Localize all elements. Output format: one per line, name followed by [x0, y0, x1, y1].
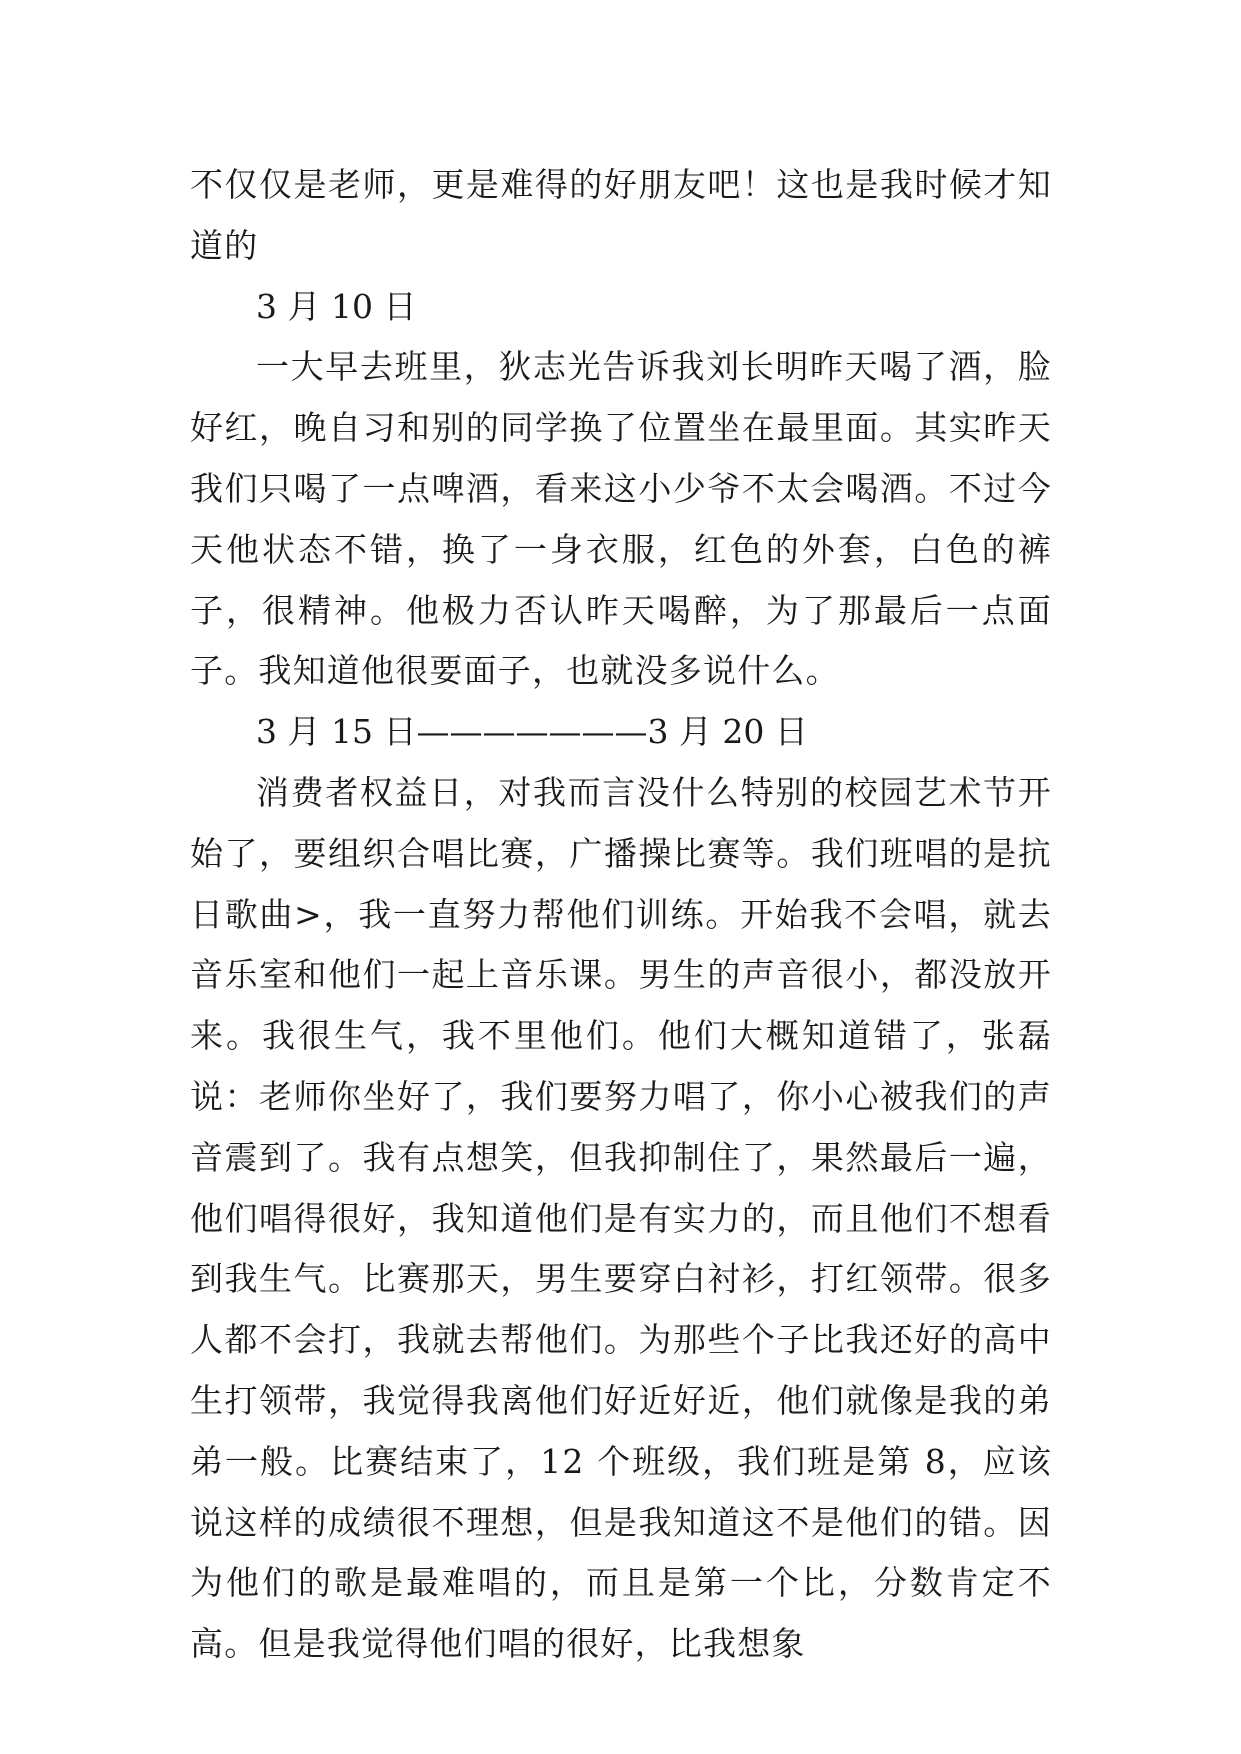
- paragraph-continuation: 不仅仅是老师，更是难得的好朋友吧！这也是我时候才知道的: [190, 165, 1052, 265]
- paragraph-mar-10: 一大早去班里，狄志光告诉我刘长明昨天喝了酒，脸好红，晚自习和别的同学换了位置坐在最里面。其实昨天我们只喝了一点啤酒，看来这小少爷不太会喝酒。不过今天他状态不错，换了一身衣服，红色的外套，白色的裤子，很精神。他极力否认昨天喝醉，为了那最后一点面子。我知道他很要面子，也就没多说什么。: [190, 347, 1052, 691]
- date-heading-mar-10: 3 月 10 日: [256, 286, 417, 326]
- document-body: [190, 155, 1052, 1675]
- paragraph-art-festival: 消费者权益日，对我而言没什么特别的校园艺术节开始了，要组织合唱比赛，广播操比赛等。我们班唱的是抗日歌曲>，我一直努力帮他们训练。开始我不会唱，就去音乐室和他们一起上音乐课。男生的声音很小，都没放开来。我很生气，我不里他们。他们大概知道错了，张磊说：老师你坐好了，我们要努力唱了，你小心被我们的声音震到了。我有点想笑，但我抑制住了，果然最后一遍，他们唱得很好，我知道他们是有实力的，而且他们不想看到我生气。比赛那天，男生要穿白衬衫，打红领带。很多人都不会打，我就去帮他们。为那些个子比我还好的高中生打领带，我觉得我离他们好近好近，他们就像是我的弟弟一般。比赛结束了，12 个班级，我们班是第 8，应该说这样的成绩很不理想，但是我知道这不是他们的错。因为他们的歌是最难唱的，而且是第一个比，分数肯定不高。但是我觉得他们唱的很好，比我想象: [190, 772, 1052, 1664]
- date-heading-mar-15-20: 3 月 15 日———————3 月 20 日: [256, 712, 808, 752]
